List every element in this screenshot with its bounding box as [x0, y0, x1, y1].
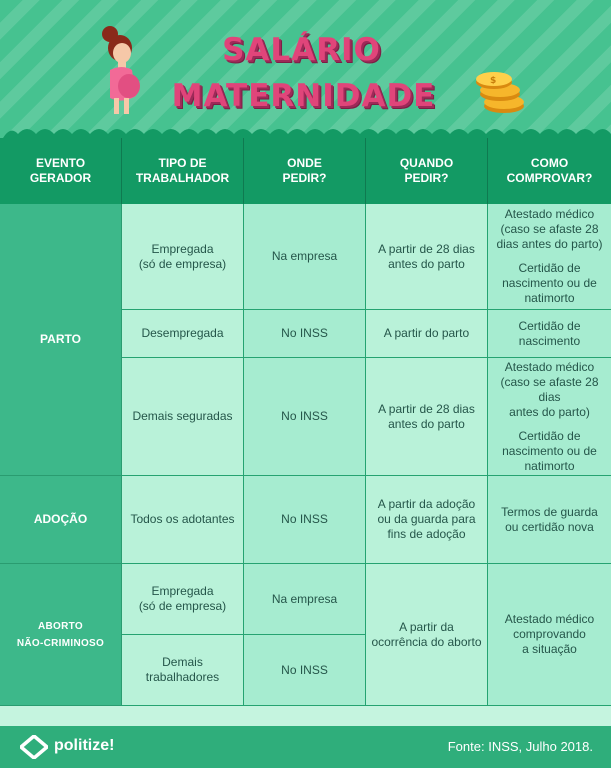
parto-row3-como — [488, 358, 611, 476]
parto-row1-tipo: Empregada (só de empresa) — [122, 204, 244, 310]
table-header-row — [0, 138, 611, 204]
aborto-row2-tipo: Demais trabalhadores — [122, 635, 244, 706]
parto-row3-como-atestado: Atestado médico (caso se afaste 28 dias antes do parto) — [500, 359, 599, 419]
politize-logo-text: politize! — [54, 737, 115, 754]
parto-row2-como: Certidão de nascimento — [488, 310, 611, 358]
adocao-tipo: Todos os adotantes — [122, 476, 244, 564]
parto-row3-tipo: Demais seguradas — [122, 358, 244, 476]
maternity-table — [0, 138, 611, 706]
parto-row3-como-certidao: Certidão de nascimento ou de natimorto — [502, 428, 597, 473]
svg-text:$: $ — [490, 76, 497, 86]
event-aborto: ABORTO NÃO-CRIMINOSO — [0, 564, 122, 706]
parto-row2-onde: No INSS — [244, 310, 366, 358]
coins-icon — [468, 70, 528, 116]
adocao-como: Termos de guarda ou certidão nova — [488, 476, 611, 564]
parto-row1-como — [488, 204, 611, 310]
parto-row1-onde: Na empresa — [244, 204, 366, 310]
header-evento: EVENTO GERADOR — [0, 138, 122, 204]
parto-row2-tipo: Desempregada — [122, 310, 244, 358]
title-line-2: MATERNIDADE — [171, 78, 436, 114]
aborto-como: Atestado médico comprovando a situação — [488, 564, 611, 706]
header-onde: ONDE PEDIR? — [244, 138, 366, 204]
header-tipo: TIPO DE TRABALHADOR — [122, 138, 244, 204]
footer — [0, 726, 611, 768]
event-parto: PARTO — [0, 204, 122, 476]
parto-row3-onde: No INSS — [244, 358, 366, 476]
header-banner — [0, 0, 611, 140]
title-line-1: SALÁRIO — [222, 32, 381, 68]
aborto-quando: A partir da ocorrência do aborto — [366, 564, 488, 706]
adocao-onde: No INSS — [244, 476, 366, 564]
adocao-quando: A partir da adoção ou da guarda para fins de adoção — [366, 476, 488, 564]
footer-divider — [0, 706, 611, 726]
politize-logo-icon — [20, 735, 48, 759]
event-adocao: ADOÇÃO — [0, 476, 122, 564]
parto-row1-quando: A partir de 28 dias antes do parto — [366, 204, 488, 310]
aborto-row2-onde: No INSS — [244, 635, 366, 706]
aborto-row1-tipo: Empregada (só de empresa) — [122, 564, 244, 635]
parto-row3-quando: A partir de 28 dias antes do parto — [366, 358, 488, 476]
parto-row1-como-certidao: Certidão de nascimento ou de natimorto — [502, 261, 597, 305]
header-como: COMO COMPROVAR? — [506, 156, 593, 185]
aborto-row1-onde: Na empresa — [244, 564, 366, 635]
parto-row2-quando: A partir do parto — [366, 310, 488, 358]
source-caption: Fonte: INSS, Julho 2018. — [447, 739, 593, 754]
parto-row1-como-atestado: Atestado médico (caso se afaste 28 dias antes do parto) — [496, 207, 603, 251]
header-quando: QUANDO PEDIR? — [366, 138, 488, 204]
